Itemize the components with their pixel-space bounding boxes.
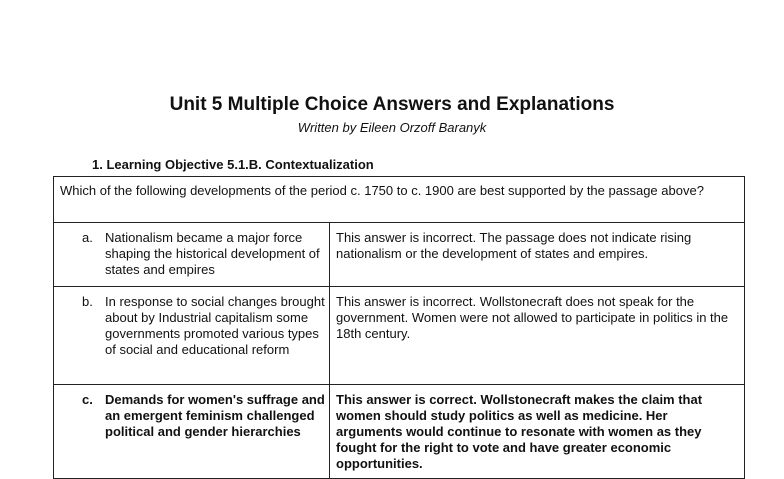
answer-table bbox=[53, 176, 745, 479]
question-stem: Which of the following developments of the period c. 1750 to c. 1900 are best supported by the passage above? bbox=[54, 177, 745, 223]
option-cell-a bbox=[54, 223, 330, 287]
option-cell-c bbox=[54, 385, 330, 479]
explanation-c: This answer is correct. Wollstonecraft makes the claim that women should study politics as well as medicine. Her arguments would continue to resonate with women as they fought for the right to vote and have greater economic opportunities. bbox=[330, 385, 745, 479]
option-letter-b: b. bbox=[82, 294, 93, 309]
option-row-b bbox=[54, 287, 745, 385]
option-text-a: Nationalism became a major force shaping the historical development of states and empires bbox=[105, 230, 320, 277]
explanation-a: This answer is incorrect. The passage does not indicate rising nationalism or the development of states and empires. bbox=[330, 223, 745, 287]
page-title: Unit 5 Multiple Choice Answers and Explanations bbox=[169, 94, 615, 115]
option-row-a bbox=[54, 223, 745, 287]
byline: Written by Eileen Orzoff Baranyk bbox=[297, 120, 487, 135]
option-letter-a: a. bbox=[82, 230, 93, 245]
explanation-b: This answer is incorrect. Wollstonecraft does not speak for the government. Women were not allowed to participate in politics in the 18th century. bbox=[330, 287, 745, 385]
option-letter-c: c. bbox=[82, 392, 93, 407]
option-text-c: Demands for women's suffrage and an emergent feminism challenged political and gender hierarchies bbox=[105, 392, 325, 439]
option-row-c bbox=[54, 385, 745, 479]
question-heading: 1. Learning Objective 5.1.B. Contextualization bbox=[92, 157, 374, 172]
question-stem-row bbox=[54, 177, 745, 223]
option-text-b: In response to social changes brought about by Industrial capitalism some governments promoted various types of social and educational reform bbox=[105, 294, 325, 357]
option-cell-b bbox=[54, 287, 330, 385]
